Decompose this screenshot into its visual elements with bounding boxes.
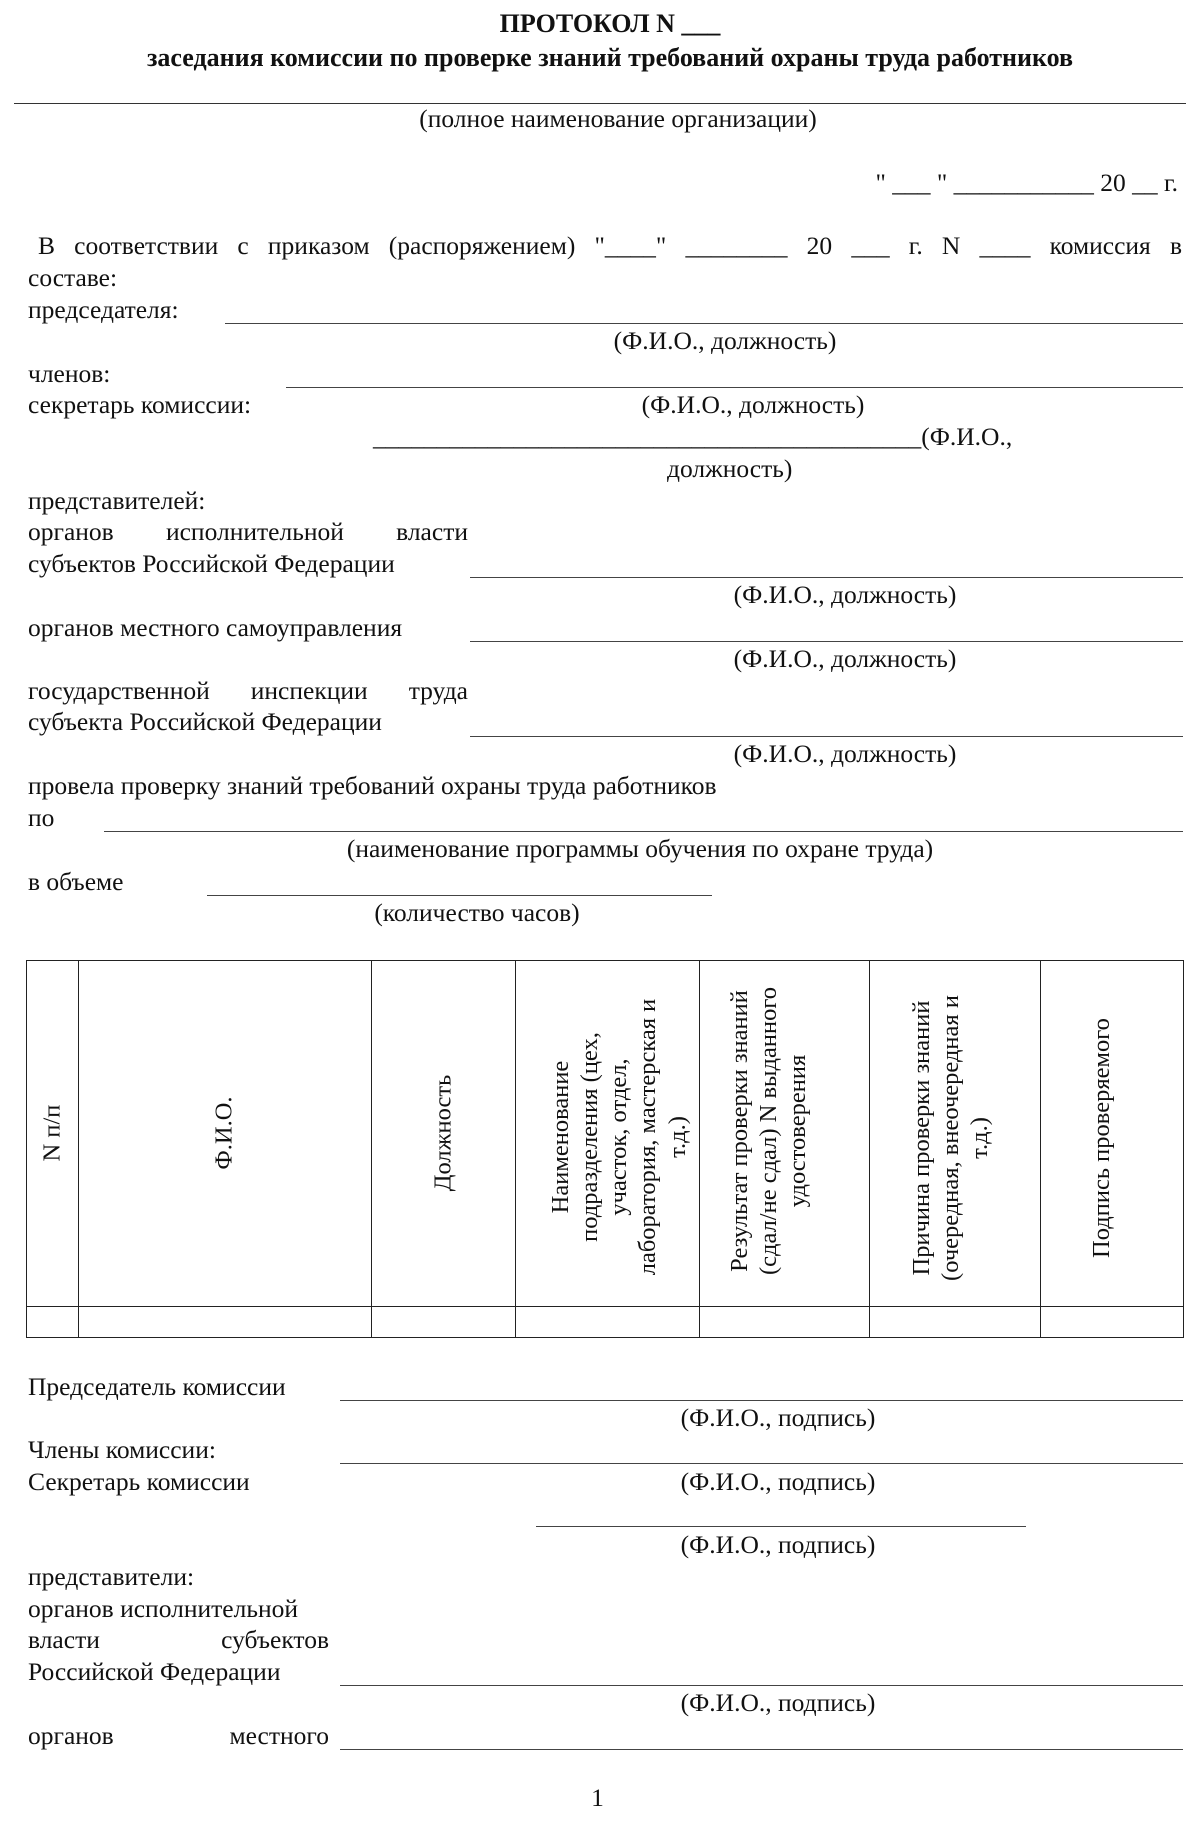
secretary-caption: должность): [667, 454, 793, 483]
col-header-reason: Причина проверки знаний (очередная, внеочередная и т.д.): [908, 995, 994, 1281]
sign-local-label-a: органов: [28, 1721, 114, 1750]
hours-caption: (количество часов): [374, 898, 580, 927]
members-field[interactable]: [286, 387, 1183, 388]
labor-inspection-label-2: субъекта Российской Федерации: [28, 707, 382, 736]
hours-field[interactable]: [207, 895, 712, 896]
sign-exec-field[interactable]: [340, 1685, 1183, 1686]
col-header-position: Должность: [429, 1074, 457, 1192]
exec-authority-field[interactable]: [470, 577, 1183, 578]
volume-label: в объеме: [28, 867, 124, 896]
chairman-field[interactable]: [225, 323, 1183, 324]
local-gov-label: органов местного самоуправления: [28, 613, 403, 642]
protocol-title: ПРОТОКОЛ N ___: [499, 9, 721, 38]
col-header-department: Наименование подразделения (цех, участок, отдел, лаборатория, мастерская и т.д.): [547, 998, 691, 1276]
sign-local-label-b: местного: [229, 1721, 329, 1750]
secretary-label: секретарь комиссии:: [28, 390, 252, 419]
sign-exec-caption: (Ф.И.О., подпись): [680, 1688, 876, 1717]
exec-authority-label-1: органов исполнительной власти: [28, 517, 468, 546]
sign-secretary-caption: (Ф.И.О., подпись): [680, 1530, 876, 1559]
members-caption: (Ф.И.О., должность): [641, 390, 865, 419]
sign-chairman-label: Председатель комиссии: [28, 1372, 286, 1401]
org-name-caption: (полное наименование организации): [419, 104, 817, 133]
col-header-signature: Подпись проверяемого: [1088, 1018, 1115, 1258]
col-header-fio: Ф.И.О.: [210, 1096, 238, 1170]
program-field[interactable]: [104, 831, 1183, 832]
labor-inspection-caption: (Ф.И.О., должность): [733, 739, 957, 768]
check-statement: провела проверку знаний требований охраны труда работников: [28, 771, 717, 800]
intro-text-line1: В соответствии с приказом (распоряжением) "____" ________ 20 ___ г. N ____ комиссия в: [38, 231, 1182, 260]
chairman-caption: (Ф.И.О., должность): [613, 326, 837, 355]
labor-inspection-label-1: государственной инспекции труда: [28, 676, 468, 705]
members-label: членов:: [28, 359, 111, 388]
exec-authority-label-2: субъектов Российской Федерации: [28, 549, 395, 578]
intro-text-line2: составе:: [28, 263, 118, 292]
col-header-number: N п/п: [38, 1104, 66, 1162]
sign-chairman-caption: (Ф.И.О., подпись): [680, 1403, 876, 1432]
sign-members-caption: (Ф.И.О., подпись): [680, 1467, 876, 1496]
representatives-label: представителей:: [28, 486, 206, 515]
sign-local-field[interactable]: [340, 1749, 1183, 1750]
sign-representatives-label: представители:: [28, 1562, 195, 1591]
protocol-date: " ___ " ___________ 20 __ г.: [875, 168, 1178, 197]
protocol-subtitle: заседания комиссии по проверке знаний требований охраны труда работников: [146, 43, 1074, 72]
sign-members-field[interactable]: [340, 1463, 1183, 1464]
sign-exec-label-2a: власти: [28, 1625, 100, 1654]
program-caption: (наименование программы обучения по охране труда): [346, 834, 934, 863]
sign-chairman-field[interactable]: [340, 1400, 1183, 1401]
sign-secretary-label: Секретарь комиссии: [28, 1467, 250, 1496]
sign-exec-label-3: Российской Федерации: [28, 1657, 281, 1686]
program-by-label: по: [28, 803, 55, 832]
exec-authority-caption: (Ф.И.О., должность): [733, 580, 957, 609]
sign-exec-label-2b: субъектов: [221, 1625, 329, 1654]
results-table: [26, 960, 1184, 1338]
sign-secretary-field[interactable]: [536, 1526, 1026, 1527]
table-row[interactable]: [27, 1307, 1183, 1337]
local-gov-field[interactable]: [470, 641, 1183, 642]
page-number: 1: [591, 1783, 604, 1812]
sign-members-label: Члены комиссии:: [28, 1435, 216, 1464]
col-header-result: Результат проверки знаний (сдал/не сдал) N выданного удостоверения: [726, 986, 812, 1276]
local-gov-caption: (Ф.И.О., должность): [733, 644, 957, 673]
secretary-field-line[interactable]: ___________________________________________(Ф.И.О.,: [373, 422, 1013, 451]
labor-inspection-field[interactable]: [470, 736, 1183, 737]
sign-exec-label-1: органов исполнительной: [28, 1594, 298, 1623]
chairman-label: председателя:: [28, 295, 179, 324]
